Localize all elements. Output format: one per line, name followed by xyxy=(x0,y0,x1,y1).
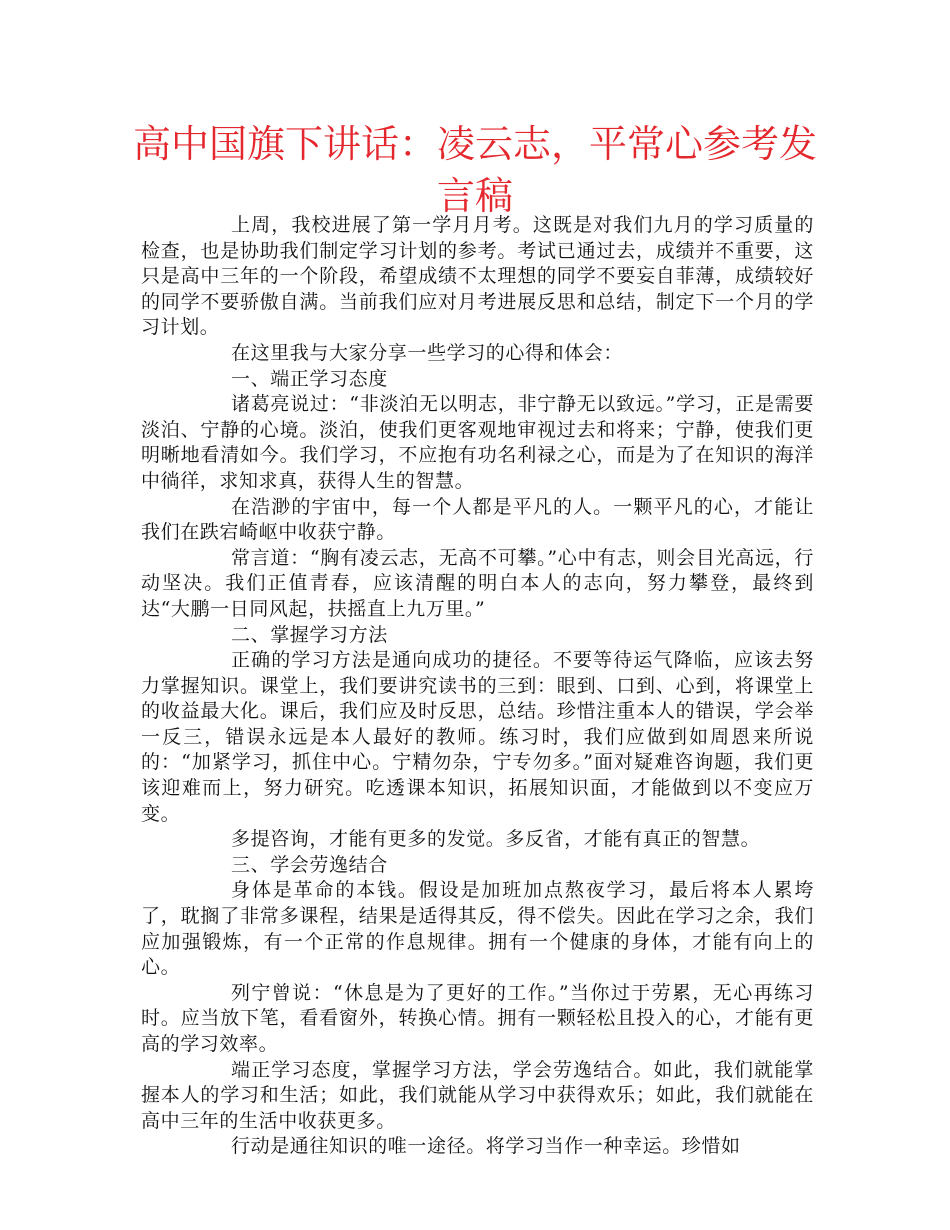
section-heading-attitude: 一、端正学习态度 xyxy=(231,367,388,390)
paragraph-ask-questions: 多提咨询，才能有更多的发觉。多反省，才能有真正的智慧。 xyxy=(231,828,761,851)
document-body xyxy=(141,213,814,1160)
paragraph-summary: 端正学习态度，掌握学习方法，学会劳逸结合。如此，我们就能掌握本人的学习和生活；如此，我们就能从学习中获得欢乐；如此，我们就能在高中三年的生活中收获更多。 xyxy=(141,1058,814,1132)
paragraph-action: 行动是通往知识的唯一途径。将学习当作一种幸运。珍惜如 xyxy=(231,1135,741,1158)
paragraph-zhuge-liang: 诸葛亮说过：“非淡泊无以明志，非宁静无以致远。”学习，正是需要淡泊、宁静的心境。淡泊，使我们更客观地审视过去和将来；宁静，使我们更明晰地看清如今。我们学习，不应抱有功名利禄之心，而是为了在知识的海洋中徜徉，求知求真，获得人生的智慧。 xyxy=(141,393,814,492)
section-heading-method: 二、掌握学习方法 xyxy=(231,623,388,646)
paragraph-health: 身体是革命的本钱。假设是加班加点熬夜学习，最后将本人累垮了，耽搁了非常多课程，结果是适得其反，得不偿失。因此在学习之余，我们应加强锻炼，有一个正常的作息规律。拥有一个健康的身体，才能有向上的心。 xyxy=(141,879,814,979)
paragraph-ordinary-heart: 在浩渺的宇宙中，每一个人都是平凡的人。一颗平凡的心，才能让我们在跌宕崎岖中收获宁静。 xyxy=(141,495,814,544)
paragraph-ambition: 常言道：“胸有凌云志，无高不可攀。”心中有志，则会目光高远，行动坚决。我们正值青春，应该清醒的明白本人的志向，努力攀登，最终到达“大鹏一日同风起，扶摇直上九万里。” xyxy=(141,546,814,620)
paragraph-share: 在这里我与大家分享一些学习的心得和体会： xyxy=(231,341,624,364)
document-title: 高中国旗下讲话：凌云志，平常心参考发言稿 xyxy=(132,122,817,218)
paragraph-lenin: 列宁曾说：“休息是为了更好的工作。”当你过于劳累，无心再练习时。应当放下笔，看看窗外，转换心情。拥有一颗轻松且投入的心，才能有更高的学习效率。 xyxy=(141,981,814,1055)
section-heading-balance: 三、学会劳逸结合 xyxy=(231,853,388,876)
paragraph-intro: 上周，我校进展了第一学月月考。这既是对我们九月的学习质量的检查，也是协助我们制定学习计划的参考。考试已通过去，成绩并不重要，这只是高中三年的一个阶段，希望成绩不太理想的同学不要妄自菲薄，成绩较好的同学不要骄傲自满。当前我们应对月考进展反思和总结，制定下一个月的学习计划。 xyxy=(141,214,814,339)
paragraph-method: 正确的学习方法是通向成功的捷径。不要等待运气降临，应该去努力掌握知识。课堂上，我们要讲究读书的三到：眼到、口到、心到，将课堂上的收益最大化。课后，我们应及时反思，总结。珍惜注重本人的错误，学会举一反三，错误永远是本人最好的教师。练习时，我们应做到如周恩来所说的：“加紧学习，抓住中心。宁精勿杂，宁专勿多。”面对疑难咨询题，我们更该迎难而上，努力研究。吃透课本知识，拓展知识面，才能做到以不变应万变。 xyxy=(141,649,814,825)
